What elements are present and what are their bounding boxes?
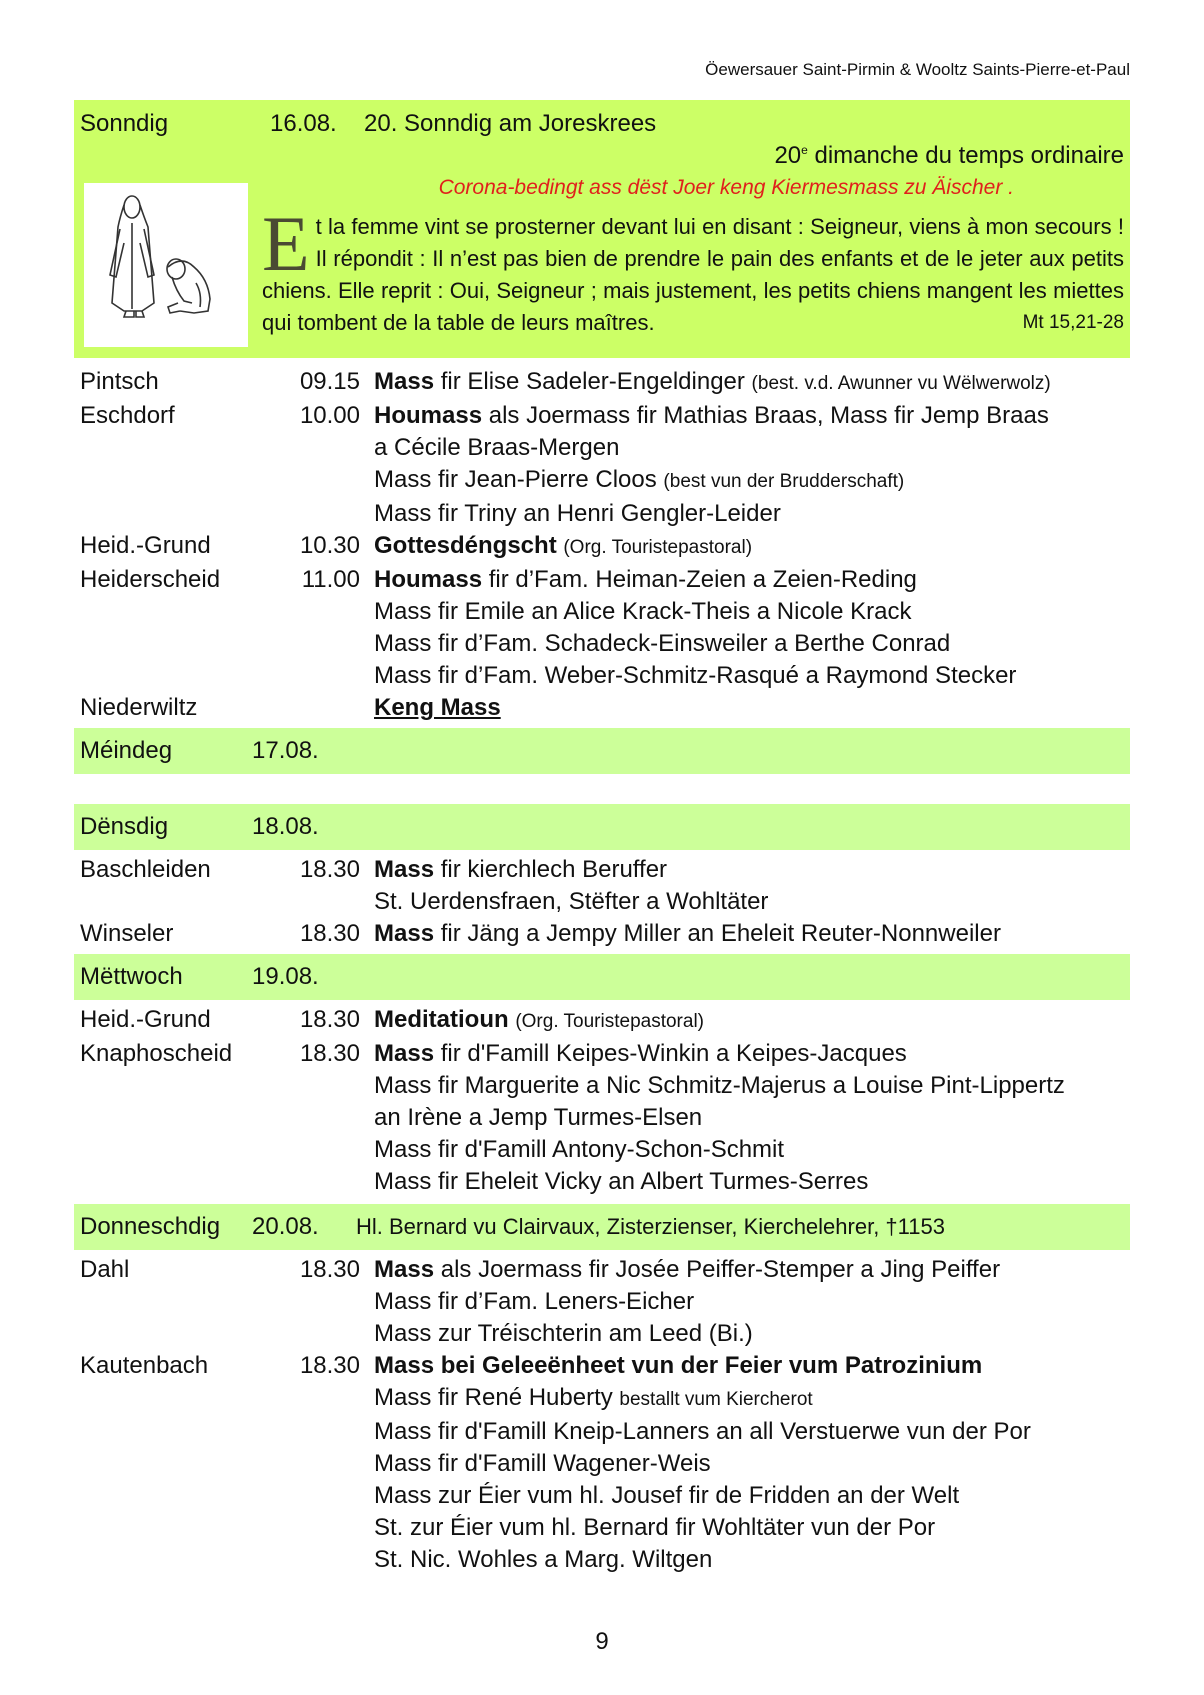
row-time: 11.00 [301, 566, 360, 593]
row-text: Mass fir Jean-Pierre Cloos (best vun der Brudderschaft) [374, 466, 905, 493]
schedule-row [74, 366, 1130, 400]
schedule-row [74, 530, 1130, 564]
row-place: Baschleiden [80, 856, 211, 883]
schedule-row [74, 1166, 1130, 1198]
row-text: Mass zur Éier vum hl. Jousef fir de Fridden an der Welt [374, 1482, 960, 1509]
row-time [270, 1102, 370, 1134]
gospel-quote: Et la femme vint se prosterner devant lui en disant : Seigneur, viens à mon secours ! Il répondit : Il n’est pas bien de prendre le pain des enfants et de le jeter aux petits chiens. Elle reprit : Oui, Seigneur ; mais justement, les petits chiens mangent les miettes qui tombent de la table de leurs maîtres. Mt 15,21-28 [262, 211, 1124, 339]
row-place: Eschdorf [80, 402, 175, 429]
row-place [74, 1318, 270, 1350]
row-text: Mass bei Geleeënheet vun der Feier vum Patrozinium [374, 1352, 983, 1379]
row-text: Mass fir Eheleit Vicky an Albert Turmes-Serres [374, 1168, 869, 1195]
row-text: Mass fir d’Fam. Leners-Eicher [374, 1288, 695, 1315]
row-place: Heid.-Grund [80, 532, 211, 559]
schedule-row [74, 1254, 1130, 1286]
row-text: Meditatioun (Org. Touristepastoral) [374, 1006, 704, 1033]
schedule-row [74, 498, 1130, 530]
row-text: Mass zur Tréischterin am Leed (Bi.) [374, 1320, 753, 1347]
row-time [270, 1318, 370, 1350]
sunday-title-fr: 20e dimanche du temps ordinaire [774, 142, 1124, 169]
section-densdig-masses [74, 854, 1130, 950]
row-text: Mass fir d'Famill Antony-Schon-Schmit [374, 1136, 785, 1163]
bible-reference: Mt 15,21-28 [1022, 312, 1124, 333]
row-text: St. zur Éier vum hl. Bernard fir Wohltäter vun der Por [374, 1514, 936, 1541]
row-place [74, 1512, 270, 1544]
schedule-row [74, 1004, 1130, 1038]
schedule-row [74, 432, 1130, 464]
row-text: Mass fir d'Famill Wagener-Weis [374, 1450, 711, 1477]
row-text: Mass fir René Huberty bestallt vum Kiercherot [374, 1384, 813, 1411]
gospel-illustration [84, 183, 248, 347]
page-number: 9 [595, 1628, 609, 1655]
schedule-row [74, 1350, 1130, 1382]
row-time [270, 432, 370, 464]
row-place [74, 1166, 270, 1198]
section-mettwoch-masses [74, 1004, 1130, 1198]
row-time [270, 1512, 370, 1544]
row-place [74, 596, 270, 628]
schedule-row [74, 628, 1130, 660]
schedule-row [74, 854, 1130, 886]
schedule-row [74, 1134, 1130, 1166]
row-place [74, 1544, 270, 1576]
row-time [270, 1134, 370, 1166]
row-time: 18.30 [299, 1352, 360, 1379]
schedule-row [74, 1070, 1130, 1102]
row-place [74, 1134, 270, 1166]
row-time: 10.00 [299, 402, 360, 429]
row-place [74, 1480, 270, 1512]
row-time [270, 886, 370, 918]
row-time [270, 464, 370, 498]
schedule-row [74, 1416, 1130, 1448]
row-text: St. Nic. Wohles a Marg. Wiltgen [374, 1546, 713, 1573]
row-text: Mass fir Marguerite a Nic Schmitz-Majerus a Louise Pint-Lippertz [374, 1072, 1065, 1099]
row-time: 18.30 [299, 1040, 360, 1067]
row-text: Mass fir Elise Sadeler-Engeldinger (best. v.d. Awunner vu Wëlwerwolz) [374, 368, 1051, 395]
row-time: 18.30 [299, 1006, 360, 1033]
row-place: Dahl [80, 1256, 130, 1283]
row-time [270, 660, 370, 692]
row-time [270, 1382, 370, 1416]
row-time: 10.30 [299, 532, 360, 559]
row-text: Mass fir d’Fam. Weber-Schmitz-Rasqué a Raymond Stecker [374, 662, 1017, 689]
row-text: Gottesdéngscht (Org. Touristepastoral) [374, 532, 753, 559]
row-place [74, 660, 270, 692]
schedule-row [74, 1102, 1130, 1134]
row-place [74, 628, 270, 660]
sunday-title: 20. Sonndig am Joreskrees [364, 110, 657, 137]
row-place: Heid.-Grund [80, 1006, 211, 1033]
schedule-row [74, 400, 1130, 432]
row-time [270, 1544, 370, 1576]
schedule-row [74, 1512, 1130, 1544]
row-time [270, 1070, 370, 1102]
sunday-date: 16.08. [270, 110, 337, 137]
row-text: Mass fir Triny an Henri Gengler-Leider [374, 500, 781, 527]
schedule-row [74, 464, 1130, 498]
row-place [74, 1102, 270, 1134]
schedule-row [74, 564, 1130, 596]
row-text: Mass fir d'Famill Keipes-Winkin a Keipes-Jacques [374, 1040, 907, 1067]
row-text: St. Uerdensfraen, Stëfter a Wohltäter [374, 888, 769, 915]
row-text: Mass fir Jäng a Jempy Miller an Eheleit Reuter-Nonnweiler [374, 920, 1001, 947]
day-header-meindeg: Méindeg 17.08. [74, 728, 1130, 774]
row-place [74, 1448, 270, 1480]
day-header-mettwoch: Mëttwoch 19.08. [74, 954, 1130, 1000]
schedule-row [74, 1382, 1130, 1416]
row-time [270, 498, 370, 530]
row-place: Heiderscheid [80, 566, 221, 593]
row-time [270, 1286, 370, 1318]
row-text: Mass fir d'Famill Kneip-Lanners an all Verstuerwe vun der Por [374, 1418, 1031, 1445]
row-place [74, 1416, 270, 1448]
row-place [74, 464, 270, 498]
row-place: Niederwiltz [80, 694, 198, 721]
sunday-note: Corona-bedingt ass dëst Joer keng Kiermesmass zu Äischer . [438, 176, 1014, 199]
row-time [270, 628, 370, 660]
row-text: a Cécile Braas-Mergen [374, 434, 620, 461]
schedule-row [74, 918, 1130, 950]
schedule-row [74, 692, 1130, 724]
row-text: Keng Mass [374, 694, 501, 721]
row-time: 18.30 [299, 920, 360, 947]
schedule-row [74, 660, 1130, 692]
row-place [74, 1382, 270, 1416]
sunday-day: Sonndig [80, 110, 169, 137]
row-time [270, 1448, 370, 1480]
schedule-row [74, 1448, 1130, 1480]
day-header-donneschdig: Donneschdig 20.08. Hl. Bernard vu Clairvaux, Zisterzienser, Kierchelehrer, †1153 [74, 1204, 1130, 1250]
row-text: Mass fir Emile an Alice Krack-Theis a Nicole Krack [374, 598, 912, 625]
schedule-row [74, 1318, 1130, 1350]
row-text: Mass fir kierchlech Beruffer [374, 856, 668, 883]
drop-cap: E [262, 200, 310, 287]
schedule-row [74, 596, 1130, 628]
row-place [74, 1286, 270, 1318]
row-place: Kautenbach [80, 1352, 209, 1379]
schedule [74, 100, 1130, 1576]
row-time [270, 1166, 370, 1198]
section-sunday-masses [74, 366, 1130, 724]
row-text: an Irène a Jemp Turmes-Elsen [374, 1104, 703, 1131]
schedule-row [74, 1480, 1130, 1512]
row-text: Houmass als Joermass fir Mathias Braas, Mass fir Jemp Braas [374, 402, 1049, 429]
schedule-row [74, 1038, 1130, 1070]
row-place [74, 886, 270, 918]
schedule-row [74, 1286, 1130, 1318]
day-header-densdig: Dënsdig 18.08. [74, 804, 1130, 850]
row-place: Pintsch [80, 368, 159, 395]
row-time [270, 692, 370, 724]
schedule-row [74, 1544, 1130, 1576]
row-place: Winseler [80, 920, 174, 947]
row-text: Houmass fir d’Fam. Heiman-Zeien a Zeien-Reding [374, 566, 917, 593]
row-time: 09.15 [299, 368, 360, 395]
row-text: Mass als Joermass fir Josée Peiffer-Stemper a Jing Peiffer [374, 1256, 1001, 1283]
schedule-row [74, 886, 1130, 918]
sunday-block [74, 100, 1130, 358]
row-time [270, 1480, 370, 1512]
row-time: 18.30 [299, 856, 360, 883]
page-header: Öewersauer Saint-Pirmin & Wooltz Saints-Pierre-et-Paul [705, 60, 1130, 79]
row-time [270, 1416, 370, 1448]
row-place [74, 432, 270, 464]
row-time [270, 596, 370, 628]
row-place [74, 498, 270, 530]
row-text: Mass fir d’Fam. Schadeck-Einsweiler a Berthe Conrad [374, 630, 951, 657]
section-donneschdig-masses [74, 1254, 1130, 1576]
row-time: 18.30 [299, 1256, 360, 1283]
row-place [74, 1070, 270, 1102]
row-place: Knaphoscheid [80, 1040, 233, 1067]
